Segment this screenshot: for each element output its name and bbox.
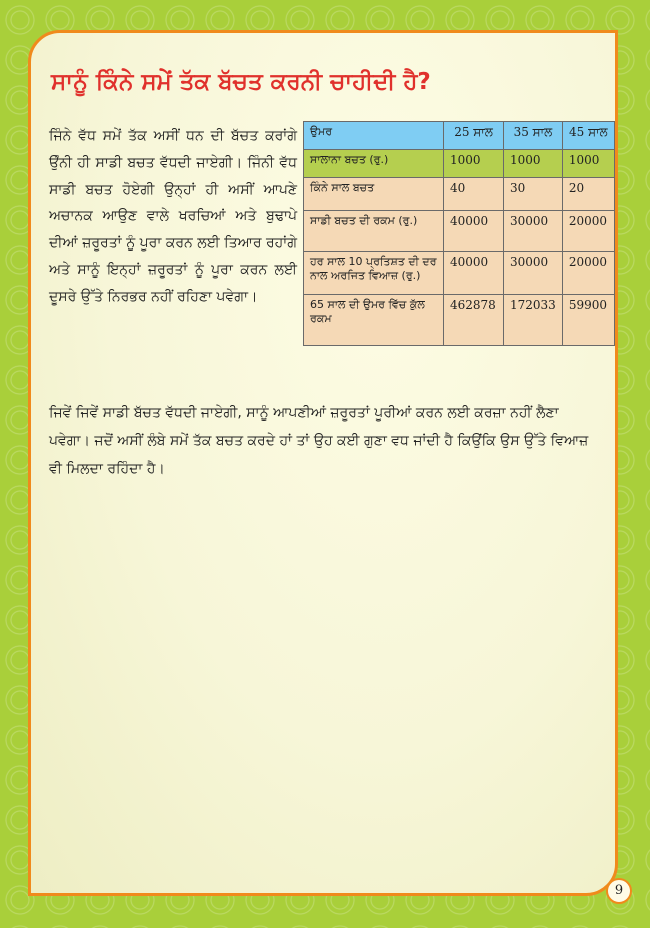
table-cell: 1000 <box>444 150 504 178</box>
second-paragraph: ਜਿਵੇਂ ਜਿਵੇਂ ਸਾਡੀ ਬੱਚਤ ਵੱਧਦੀ ਜਾਏਗੀ, ਸਾਨੂੰ ਆਪਣੀਆਂ ਜ਼ਰੂਰਤਾਂ ਪੂਰੀਆਂ ਕਰਨ ਲਈ ਕਰਜ਼ਾ ਨਹੀਂ ਲੈਣਾ ਪਵੇਗਾ। ਜਦੋਂ ਅਸੀਂ ਲੰਬੇ ਸਮੇਂ ਤੱਕ ਬਚਤ ਕਰਦੇ ਹਾਂ ਤਾਂ ਉਹ ਕਈ ਗੁਣਾ ਵਧ ਜਾਂਦੀ ਹੈ ਕਿਉਂਕਿ ਉਸ ਉੱਤੇ ਵਿਆਜ਼ ਵੀ ਮਿਲਦਾ ਰਹਿੰਦਾ ਹੈ। <box>49 405 589 477</box>
header-cell-25: 25 ਸਾਲ <box>444 122 504 150</box>
table-row-total <box>304 295 615 346</box>
table-cell: 40 <box>444 178 504 211</box>
table-cell: 65 ਸਾਲ ਦੀ ਉਮਰ ਵਿੱਚ ਕੁੱਲ ਰਕਮ <box>304 295 444 346</box>
table-cell: ਕਿੰਨੇ ਸਾਲ ਬਚਤ <box>304 178 444 211</box>
content-panel <box>28 30 618 896</box>
table-cell: 59900 <box>562 295 614 346</box>
table-row-annual-saving <box>304 150 615 178</box>
table-cell: 30000 <box>504 252 563 295</box>
table-cell: ਹਰ ਸਾਲ 10 ਪ੍ਰਤਿਸ਼ਤ ਦੀ ਦਰ ਨਾਲ ਅਰਜਿਤ ਵਿਆਜ਼ (ਰੁ.) <box>304 252 444 295</box>
page-title: ਸਾਨੂੰ ਕਿੰਨੇ ਸਮੇਂ ਤੱਕ ਬੱਚਤ ਕਰਨੀ ਚਾਹੀਦੀ ਹੈ? <box>51 69 431 95</box>
table-cell: ਸਾਲਾਨਾ ਬਚਤ (ਰੁ.) <box>304 150 444 178</box>
table-cell: 1000 <box>504 150 563 178</box>
table-cell: 30 <box>504 178 563 211</box>
savings-table <box>303 121 615 346</box>
table-row-years <box>304 178 615 211</box>
header-cell-45: 45 ਸਾਲ <box>562 122 614 150</box>
table-row-interest <box>304 252 615 295</box>
table-cell: 30000 <box>504 211 563 252</box>
table-cell: 40000 <box>444 211 504 252</box>
table-cell: 20 <box>562 178 614 211</box>
table-header-row <box>304 122 615 150</box>
header-cell-35: 35 ਸਾਲ <box>504 122 563 150</box>
table-cell: 1000 <box>562 150 614 178</box>
table-cell: 40000 <box>444 252 504 295</box>
table-row-saving-amount <box>304 211 615 252</box>
table-cell: ਸਾਡੀ ਬਚਤ ਦੀ ਰਕਮ (ਰੁ.) <box>304 211 444 252</box>
header-cell-age: ਉਮਰ <box>304 122 444 150</box>
table-cell: 462878 <box>444 295 504 346</box>
table-cell: 172033 <box>504 295 563 346</box>
table-cell: 20000 <box>562 211 614 252</box>
page-number: 9 <box>606 878 632 904</box>
intro-paragraph: ਜਿੰਨੇ ਵੱਧ ਸਮੇਂ ਤੱਕ ਅਸੀਂ ਧਨ ਦੀ ਬੱਚਤ ਕਰਾਂਗੇ ਉੰਨੀ ਹੀ ਸਾਡੀ ਬਚਤ ਵੱਧਦੀ ਜਾਏਗੀ। ਜਿੰਨੀ ਵੱਧ ਸਾਡੀ ਬਚਤ ਹੋਏਗੀ ਉਨ੍ਹਾਂ ਹੀ ਅਸੀਂ ਆਪਣੇ ਅਚਾਨਕ ਆਉਣ ਵਾਲੇ ਖਰਚਿਆਂ ਅਤੇ ਬੁਢਾਪੇ ਦੀਆਂ ਜ਼ਰੂਰਤਾਂ ਨੂੰ ਪੂਰਾ ਕਰਨ ਲਈ ਤਿਆਰ ਰਹਾਂਗੇ ਅਤੇ ਸਾਨੂੰ ਇਨ੍ਹਾਂ ਜ਼ਰੂਰਤਾਂ ਨੂੰ ਪੂਰਾ ਕਰਨ ਲਈ ਦੂਸਰੇ ਉੱਤੇ ਨਿਰਭਰ ਨਹੀਂ ਰਹਿਣਾ ਪਵੇਗਾ। <box>49 128 297 305</box>
table-cell: 20000 <box>562 252 614 295</box>
